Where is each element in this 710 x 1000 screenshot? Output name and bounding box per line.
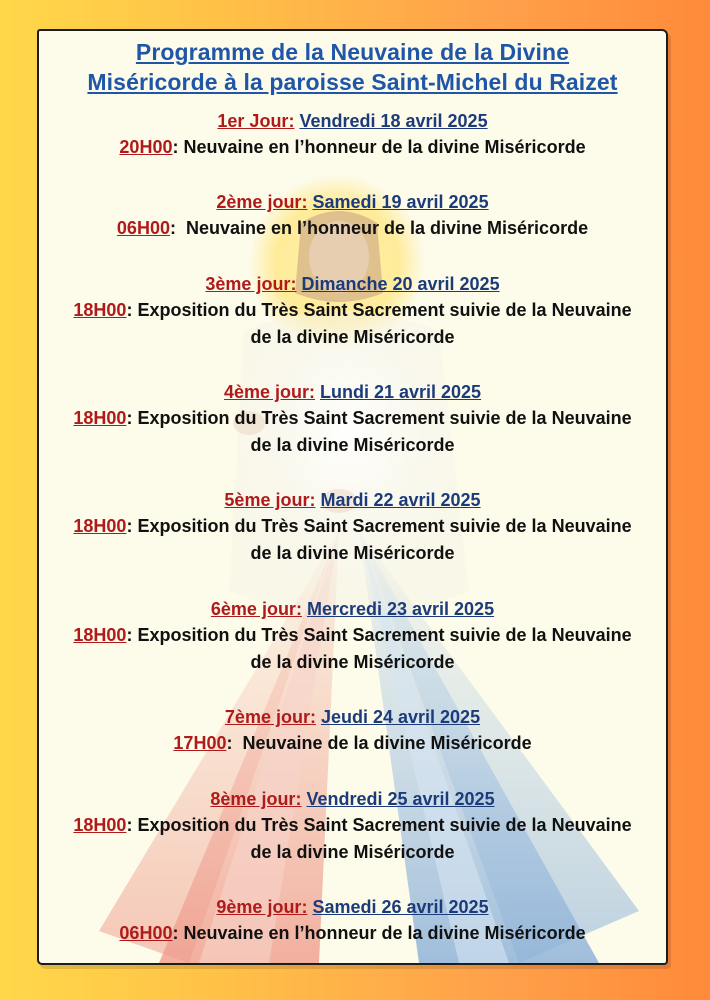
day-entry bbox=[39, 597, 666, 676]
day-label: 9ème jour: bbox=[216, 897, 308, 917]
event-description: Exposition du Très Saint Sacrement suivie de la Neuvaine de la divine Miséricorde bbox=[137, 516, 632, 563]
event-description: Exposition du Très Saint Sacrement suivie de la Neuvaine de la divine Miséricorde bbox=[137, 300, 632, 347]
event-line: 17H00: Neuvaine de la divine Miséricorde bbox=[173, 733, 532, 753]
event-time: 18H00 bbox=[73, 300, 127, 320]
event-time: 18H00 bbox=[73, 516, 127, 536]
day-label: 3ème jour: bbox=[205, 274, 297, 294]
event-time: 17H00 bbox=[173, 733, 227, 753]
title-line-1: Programme de la Neuvaine de la Divine bbox=[135, 39, 570, 65]
day-entry bbox=[39, 272, 666, 351]
program-title bbox=[39, 37, 666, 97]
day-label: 7ème jour: bbox=[224, 707, 316, 727]
day-heading bbox=[39, 272, 666, 297]
day-date: Mercredi 23 avril 2025 bbox=[306, 599, 495, 619]
day-heading bbox=[39, 380, 666, 405]
day-label: 5ème jour: bbox=[224, 490, 316, 510]
day-entry bbox=[39, 190, 666, 242]
day-date: Samedi 19 avril 2025 bbox=[312, 192, 489, 212]
event-line: 18H00: Exposition du Très Saint Sacrement suivie de la Neuvaine de la divine Miséricorde bbox=[73, 408, 632, 455]
event-time: 06H00 bbox=[116, 218, 170, 238]
event-line: 18H00: Exposition du Très Saint Sacrement suivie de la Neuvaine de la divine Miséricorde bbox=[73, 625, 632, 672]
event-line: 18H00: Exposition du Très Saint Sacrement suivie de la Neuvaine de la divine Miséricorde bbox=[73, 300, 632, 347]
day-entry bbox=[39, 787, 666, 866]
day-entry bbox=[39, 488, 666, 567]
day-date: Lundi 21 avril 2025 bbox=[319, 382, 482, 402]
event-description: Neuvaine en l’honneur de la divine Miséricorde bbox=[183, 923, 586, 943]
event-line: 18H00: Exposition du Très Saint Sacrement suivie de la Neuvaine de la divine Miséricorde bbox=[73, 815, 632, 862]
day-heading bbox=[39, 787, 666, 812]
day-entry bbox=[39, 705, 666, 757]
event-time: 18H00 bbox=[73, 625, 127, 645]
event-time: 18H00 bbox=[73, 815, 127, 835]
event-time: 06H00 bbox=[119, 923, 173, 943]
day-heading bbox=[39, 895, 666, 920]
event-description: Exposition du Très Saint Sacrement suivie de la Neuvaine de la divine Miséricorde bbox=[137, 625, 632, 672]
day-heading bbox=[39, 597, 666, 622]
event-time: 20H00 bbox=[119, 137, 173, 157]
event-line: 18H00: Exposition du Très Saint Sacrement suivie de la Neuvaine de la divine Miséricorde bbox=[73, 516, 632, 563]
event-description: Neuvaine en l’honneur de la divine Miséricorde bbox=[183, 137, 586, 157]
day-heading bbox=[39, 705, 666, 730]
day-date: Jeudi 24 avril 2025 bbox=[320, 707, 481, 727]
title-line-2: Miséricorde à la paroisse Saint-Michel du Raizet bbox=[87, 69, 618, 95]
day-date: Mardi 22 avril 2025 bbox=[320, 490, 481, 510]
program-sheet bbox=[37, 29, 668, 965]
program-content bbox=[39, 31, 666, 943]
day-heading bbox=[39, 488, 666, 513]
day-entry bbox=[39, 380, 666, 459]
day-label: 2ème jour: bbox=[216, 192, 308, 212]
day-date: Samedi 26 avril 2025 bbox=[312, 897, 489, 917]
day-label: 4ème jour: bbox=[223, 382, 315, 402]
day-label: 8ème jour: bbox=[210, 789, 302, 809]
day-label: 1er Jour: bbox=[217, 111, 295, 131]
day-date: Vendredi 25 avril 2025 bbox=[306, 789, 495, 809]
event-time: 18H00 bbox=[73, 408, 127, 428]
event-description: Exposition du Très Saint Sacrement suivie de la Neuvaine de la divine Miséricorde bbox=[137, 815, 632, 862]
event-description: Neuvaine de la divine Miséricorde bbox=[242, 733, 532, 753]
day-heading bbox=[39, 190, 666, 215]
day-date: Vendredi 18 avril 2025 bbox=[299, 111, 488, 131]
day-label: 6ème jour: bbox=[210, 599, 302, 619]
event-line: 20H00: Neuvaine en l’honneur de la divine Miséricorde bbox=[119, 137, 586, 157]
day-entry bbox=[39, 109, 666, 161]
event-line: 06H00: Neuvaine en l’honneur de la divine Miséricorde bbox=[119, 923, 586, 943]
day-heading bbox=[39, 109, 666, 134]
event-line: 06H00: Neuvaine en l’honneur de la divine Miséricorde bbox=[116, 218, 589, 238]
day-date: Dimanche 20 avril 2025 bbox=[301, 274, 500, 294]
event-description: Exposition du Très Saint Sacrement suivie de la Neuvaine de la divine Miséricorde bbox=[137, 408, 632, 455]
day-entry bbox=[39, 895, 666, 947]
event-description: Neuvaine en l’honneur de la divine Miséricorde bbox=[185, 218, 589, 238]
